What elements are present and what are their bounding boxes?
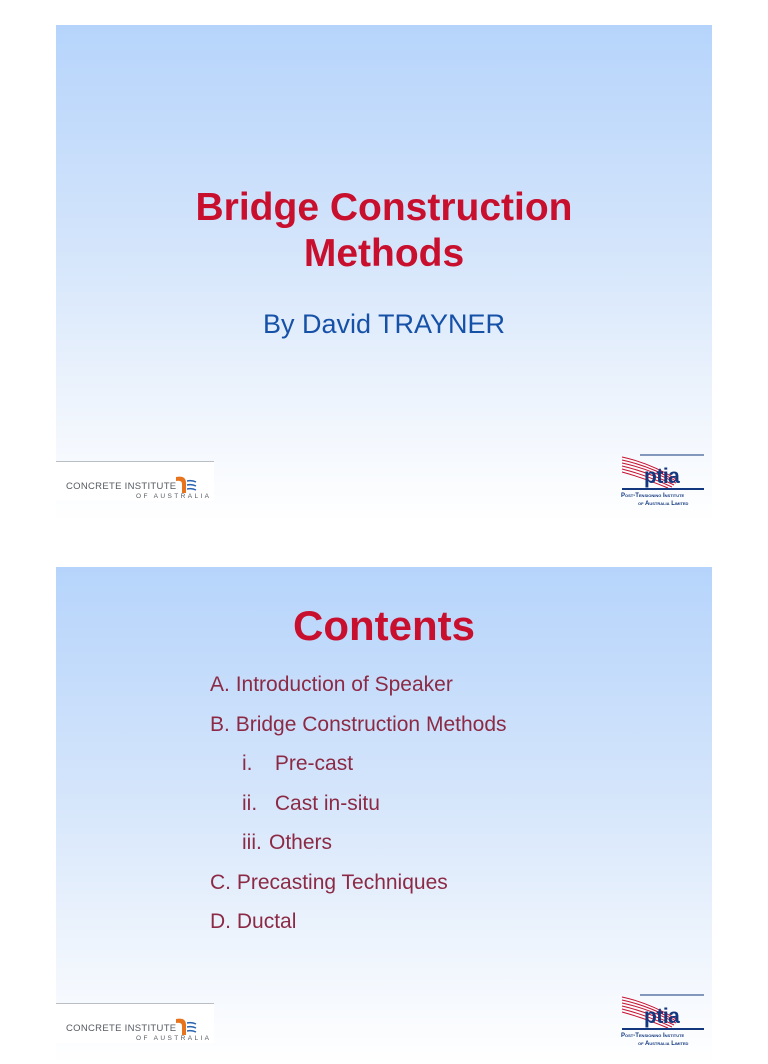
ptia-name: ptia: [644, 465, 680, 488]
list-subitem: [210, 823, 507, 863]
logo-divider: [56, 1003, 214, 1004]
list-item-text: Bridge Construction Methods: [235, 712, 507, 736]
list-item: [210, 665, 507, 705]
contents-list: [210, 665, 507, 942]
contents-slide: [56, 567, 712, 1064]
list-item-number: ii.: [242, 791, 258, 815]
list-item-text: Precasting Techniques: [236, 870, 448, 894]
list-item-number: iii.: [242, 831, 262, 854]
list-item-number: i.: [242, 752, 253, 775]
list-item-number: D.: [210, 910, 231, 933]
list-item: [210, 705, 507, 745]
list-item-text: Ductal: [236, 910, 297, 933]
concrete-institute-logo: [56, 461, 214, 501]
list-item: [210, 863, 507, 903]
list-item-text: Pre-cast: [274, 752, 354, 775]
list-item-text: Others: [269, 831, 333, 854]
list-item: [210, 902, 507, 942]
ptia-full-name-line-1: Post-Tensioning Institute: [621, 493, 685, 499]
concrete-institute-sub: OF AUSTRALIA: [136, 493, 212, 500]
concrete-institute-sub: OF AUSTRALIA: [136, 1035, 212, 1042]
concrete-institute-name: CONCRETE INSTITUTE: [66, 481, 177, 492]
list-item-number: B.: [210, 712, 230, 736]
list-item-number: C.: [210, 870, 231, 894]
ptia-full-name-line-1: Post-Tensioning Institute: [621, 1033, 685, 1039]
ptia-logo: [620, 995, 706, 1055]
slide-subtitle: By David TRAYNER: [262, 309, 506, 339]
slide-title: Contents: [293, 602, 475, 649]
logo-divider: [56, 461, 214, 462]
concrete-institute-name: CONCRETE INSTITUTE: [66, 1023, 177, 1034]
ptia-full-name-line-2: of Australia Limited: [638, 1041, 689, 1047]
slide-title: [56, 185, 712, 277]
title-line-2: Methods: [303, 232, 465, 275]
list-subitem: [210, 744, 507, 784]
list-item-number: A.: [210, 673, 230, 696]
title-line-1: Bridge Construction: [195, 186, 573, 229]
title-slide: [56, 25, 712, 522]
ptia-full-name-line-2: of Australia Limited: [638, 501, 689, 507]
ptia-logo: [620, 455, 706, 515]
ptia-name: ptia: [644, 1005, 680, 1028]
list-subitem: [210, 784, 507, 824]
list-item-text: Cast in-situ: [274, 791, 380, 815]
concrete-institute-logo: [56, 1003, 214, 1043]
list-item-text: Introduction of Speaker: [235, 673, 453, 696]
concrete-institute-emblem-icon: [172, 475, 198, 495]
concrete-institute-emblem-icon: [172, 1017, 198, 1037]
